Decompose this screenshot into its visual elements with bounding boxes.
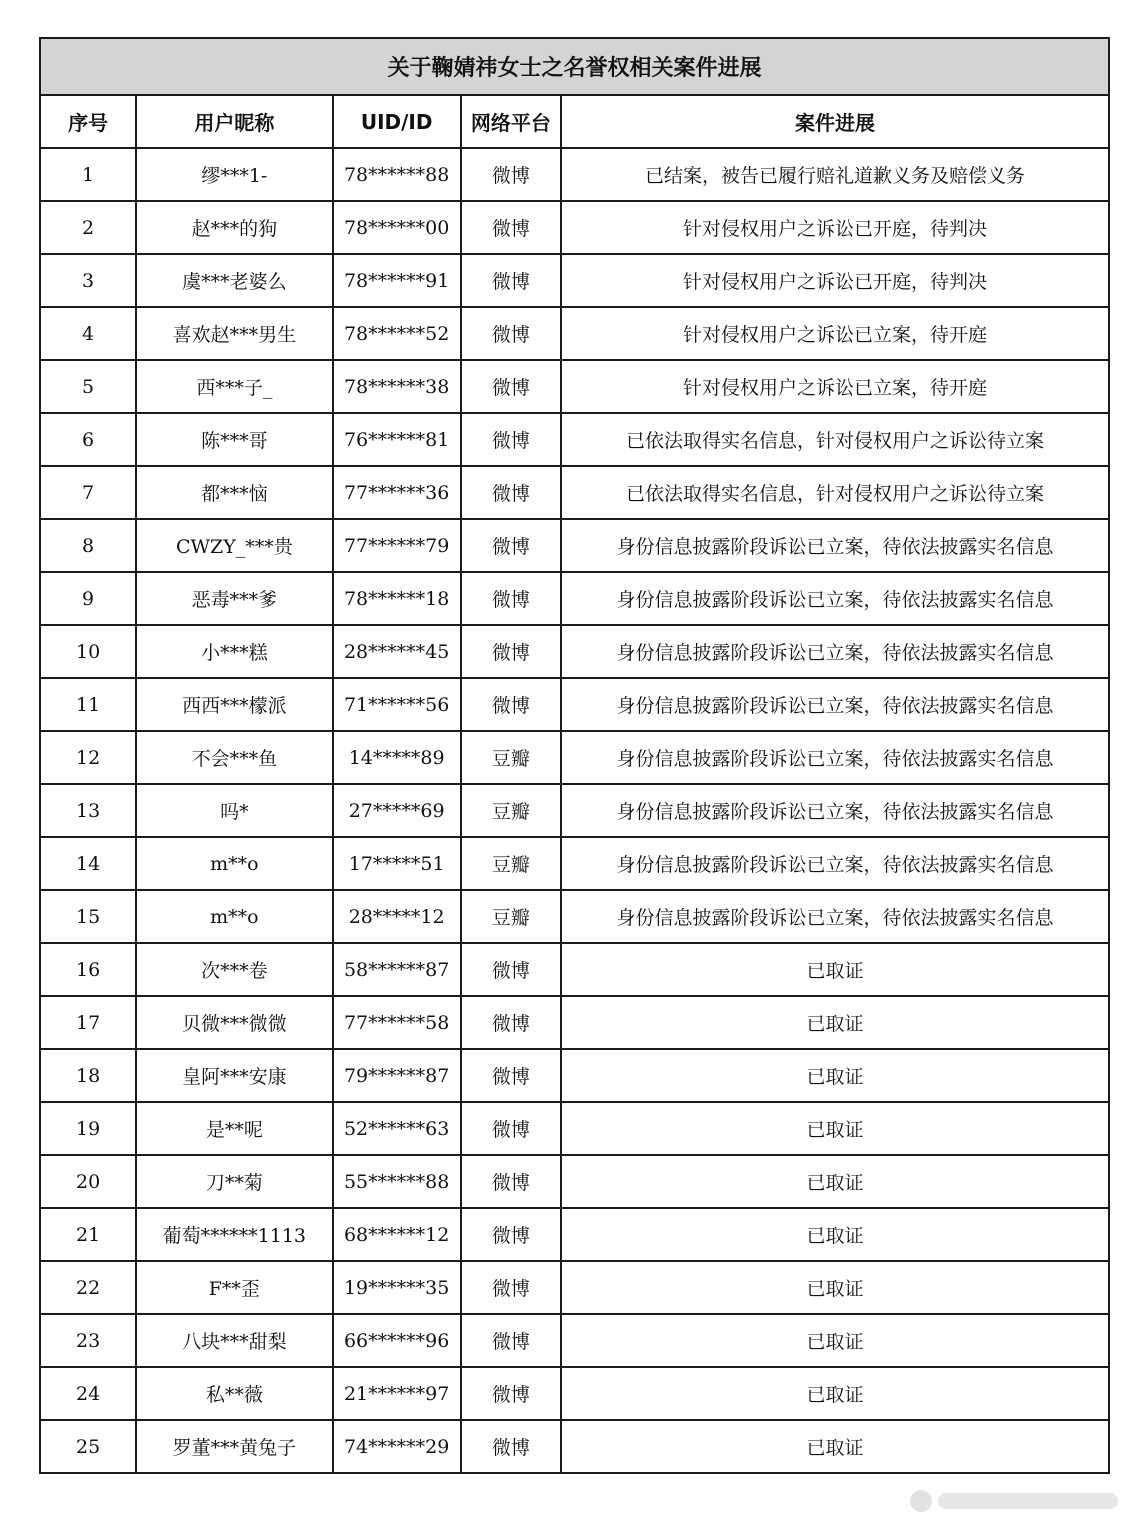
cell-nickname: 赵***的狗 bbox=[136, 201, 332, 254]
cell-progress: 已依法取得实名信息，针对侵权用户之诉讼待立案 bbox=[561, 466, 1109, 519]
cell-uid: 19******35 bbox=[333, 1261, 461, 1314]
cell-progress: 已取证 bbox=[561, 1155, 1109, 1208]
header-row bbox=[40, 95, 1109, 148]
cell-platform: 微博 bbox=[461, 148, 561, 201]
cell-seq: 5 bbox=[40, 360, 136, 413]
table-row bbox=[40, 1261, 1109, 1314]
cell-progress: 已取证 bbox=[561, 996, 1109, 1049]
cell-uid: 14*****89 bbox=[333, 731, 461, 784]
cell-seq: 4 bbox=[40, 307, 136, 360]
cell-uid: 58******87 bbox=[333, 943, 461, 996]
cell-uid: 78******91 bbox=[333, 254, 461, 307]
cell-seq: 1 bbox=[40, 148, 136, 201]
table-row bbox=[40, 1208, 1109, 1261]
cell-progress: 针对侵权用户之诉讼已开庭，待判决 bbox=[561, 201, 1109, 254]
table-row bbox=[40, 360, 1109, 413]
cell-uid: 74******29 bbox=[333, 1420, 461, 1473]
cell-nickname: 不会***鱼 bbox=[136, 731, 332, 784]
cell-platform: 微博 bbox=[461, 1208, 561, 1261]
cell-nickname: 陈***哥 bbox=[136, 413, 332, 466]
cell-nickname: 八块***甜梨 bbox=[136, 1314, 332, 1367]
cell-progress: 已取证 bbox=[561, 1208, 1109, 1261]
case-progress-table bbox=[39, 37, 1110, 1474]
cell-seq: 10 bbox=[40, 625, 136, 678]
cell-platform: 微博 bbox=[461, 1420, 561, 1473]
cell-seq: 13 bbox=[40, 784, 136, 837]
cell-uid: 78******38 bbox=[333, 360, 461, 413]
table-body bbox=[40, 148, 1109, 1473]
cell-uid: 77******36 bbox=[333, 466, 461, 519]
cell-uid: 66******96 bbox=[333, 1314, 461, 1367]
table-row bbox=[40, 731, 1109, 784]
table-row bbox=[40, 307, 1109, 360]
cell-platform: 微博 bbox=[461, 1102, 561, 1155]
cell-platform: 微博 bbox=[461, 201, 561, 254]
cell-uid: 27*****69 bbox=[333, 784, 461, 837]
cell-progress: 已取证 bbox=[561, 1049, 1109, 1102]
cell-uid: 78******88 bbox=[333, 148, 461, 201]
cell-uid: 79******87 bbox=[333, 1049, 461, 1102]
cell-seq: 11 bbox=[40, 678, 136, 731]
cell-progress: 已取证 bbox=[561, 1102, 1109, 1155]
cell-platform: 微博 bbox=[461, 996, 561, 1049]
cell-seq: 14 bbox=[40, 837, 136, 890]
cell-progress: 已取证 bbox=[561, 1420, 1109, 1473]
table-title-row bbox=[40, 38, 1109, 95]
cell-nickname: 缪***1- bbox=[136, 148, 332, 201]
table-row bbox=[40, 148, 1109, 201]
cell-nickname: 葡萄******1113 bbox=[136, 1208, 332, 1261]
table-row bbox=[40, 678, 1109, 731]
table-row bbox=[40, 201, 1109, 254]
cell-platform: 微博 bbox=[461, 625, 561, 678]
cell-nickname: 西***子_ bbox=[136, 360, 332, 413]
cell-uid: 78******18 bbox=[333, 572, 461, 625]
cell-nickname: 虞***老婆么 bbox=[136, 254, 332, 307]
table-row bbox=[40, 1049, 1109, 1102]
cell-platform: 豆瓣 bbox=[461, 890, 561, 943]
cell-progress: 身份信息披露阶段诉讼已立案，待依法披露实名信息 bbox=[561, 890, 1109, 943]
cell-platform: 豆瓣 bbox=[461, 731, 561, 784]
cell-uid: 55******88 bbox=[333, 1155, 461, 1208]
cell-uid: 21******97 bbox=[333, 1367, 461, 1420]
cell-nickname: 罗董***黄兔子 bbox=[136, 1420, 332, 1473]
table-row bbox=[40, 1367, 1109, 1420]
cell-seq: 16 bbox=[40, 943, 136, 996]
cell-platform: 微博 bbox=[461, 678, 561, 731]
cell-progress: 身份信息披露阶段诉讼已立案，待依法披露实名信息 bbox=[561, 625, 1109, 678]
cell-nickname: m**o bbox=[136, 837, 332, 890]
cell-progress: 已取证 bbox=[561, 943, 1109, 996]
cell-platform: 微博 bbox=[461, 360, 561, 413]
cell-seq: 9 bbox=[40, 572, 136, 625]
cell-seq: 17 bbox=[40, 996, 136, 1049]
cell-platform: 微博 bbox=[461, 572, 561, 625]
cell-nickname: 喜欢赵***男生 bbox=[136, 307, 332, 360]
cell-seq: 23 bbox=[40, 1314, 136, 1367]
cell-seq: 20 bbox=[40, 1155, 136, 1208]
header-nickname: 用户昵称 bbox=[136, 95, 332, 148]
cell-uid: 17*****51 bbox=[333, 837, 461, 890]
cell-seq: 7 bbox=[40, 466, 136, 519]
cell-nickname: 私**薇 bbox=[136, 1367, 332, 1420]
watermark-bar bbox=[938, 1493, 1118, 1509]
table-row bbox=[40, 1155, 1109, 1208]
cell-nickname: 次***卷 bbox=[136, 943, 332, 996]
cell-progress: 身份信息披露阶段诉讼已立案，待依法披露实名信息 bbox=[561, 519, 1109, 572]
cell-progress: 针对侵权用户之诉讼已立案，待开庭 bbox=[561, 360, 1109, 413]
cell-progress: 身份信息披露阶段诉讼已立案，待依法披露实名信息 bbox=[561, 784, 1109, 837]
cell-nickname: 是**呢 bbox=[136, 1102, 332, 1155]
cell-platform: 豆瓣 bbox=[461, 784, 561, 837]
cell-seq: 6 bbox=[40, 413, 136, 466]
cell-nickname: 恶毒***爹 bbox=[136, 572, 332, 625]
cell-seq: 22 bbox=[40, 1261, 136, 1314]
table-row bbox=[40, 943, 1109, 996]
cell-progress: 针对侵权用户之诉讼已开庭，待判决 bbox=[561, 254, 1109, 307]
table-row bbox=[40, 572, 1109, 625]
table-row bbox=[40, 837, 1109, 890]
cell-nickname: F**歪 bbox=[136, 1261, 332, 1314]
table-row bbox=[40, 519, 1109, 572]
cell-progress: 身份信息披露阶段诉讼已立案，待依法披露实名信息 bbox=[561, 731, 1109, 784]
cell-uid: 78******52 bbox=[333, 307, 461, 360]
cell-seq: 8 bbox=[40, 519, 136, 572]
table-title: 关于鞠婧祎女士之名誉权相关案件进展 bbox=[40, 38, 1109, 95]
cell-platform: 微博 bbox=[461, 1155, 561, 1208]
cell-uid: 28******45 bbox=[333, 625, 461, 678]
table-row bbox=[40, 890, 1109, 943]
cell-uid: 78******00 bbox=[333, 201, 461, 254]
table-row bbox=[40, 254, 1109, 307]
cell-nickname: 吗* bbox=[136, 784, 332, 837]
cell-nickname: 贝微***微微 bbox=[136, 996, 332, 1049]
table-row bbox=[40, 625, 1109, 678]
cell-platform: 微博 bbox=[461, 943, 561, 996]
cell-platform: 微博 bbox=[461, 519, 561, 572]
table-row bbox=[40, 784, 1109, 837]
cell-platform: 微博 bbox=[461, 1314, 561, 1367]
table-row bbox=[40, 996, 1109, 1049]
table-row bbox=[40, 1420, 1109, 1473]
cell-progress: 针对侵权用户之诉讼已立案，待开庭 bbox=[561, 307, 1109, 360]
cell-nickname: 小***糕 bbox=[136, 625, 332, 678]
cell-seq: 15 bbox=[40, 890, 136, 943]
cell-platform: 豆瓣 bbox=[461, 837, 561, 890]
cell-seq: 21 bbox=[40, 1208, 136, 1261]
table-row bbox=[40, 413, 1109, 466]
cell-progress: 身份信息披露阶段诉讼已立案，待依法披露实名信息 bbox=[561, 837, 1109, 890]
cell-uid: 28*****12 bbox=[333, 890, 461, 943]
cell-nickname: 刀**菊 bbox=[136, 1155, 332, 1208]
table-row bbox=[40, 1314, 1109, 1367]
cell-progress: 已取证 bbox=[561, 1314, 1109, 1367]
table-row bbox=[40, 466, 1109, 519]
cell-uid: 52******63 bbox=[333, 1102, 461, 1155]
cell-seq: 12 bbox=[40, 731, 136, 784]
cell-seq: 19 bbox=[40, 1102, 136, 1155]
table-row bbox=[40, 1102, 1109, 1155]
cell-seq: 18 bbox=[40, 1049, 136, 1102]
header-seq: 序号 bbox=[40, 95, 136, 148]
cell-nickname: m**o bbox=[136, 890, 332, 943]
cell-nickname: 都***恼 bbox=[136, 466, 332, 519]
cell-platform: 微博 bbox=[461, 1367, 561, 1420]
header-uid: UID/ID bbox=[333, 95, 461, 148]
cell-progress: 已取证 bbox=[561, 1367, 1109, 1420]
cell-platform: 微博 bbox=[461, 1261, 561, 1314]
cell-nickname: CWZY_***贵 bbox=[136, 519, 332, 572]
cell-platform: 微博 bbox=[461, 254, 561, 307]
cell-platform: 微博 bbox=[461, 307, 561, 360]
watermark bbox=[898, 1486, 1118, 1516]
cell-uid: 76******81 bbox=[333, 413, 461, 466]
cell-uid: 71******56 bbox=[333, 678, 461, 731]
cell-progress: 已依法取得实名信息，针对侵权用户之诉讼待立案 bbox=[561, 413, 1109, 466]
cell-uid: 68******12 bbox=[333, 1208, 461, 1261]
header-progress: 案件进展 bbox=[561, 95, 1109, 148]
cell-seq: 25 bbox=[40, 1420, 136, 1473]
watermark-logo-icon bbox=[910, 1490, 932, 1512]
header-platform: 网络平台 bbox=[461, 95, 561, 148]
cell-progress: 身份信息披露阶段诉讼已立案，待依法披露实名信息 bbox=[561, 678, 1109, 731]
cell-nickname: 皇阿***安康 bbox=[136, 1049, 332, 1102]
cell-seq: 2 bbox=[40, 201, 136, 254]
cell-uid: 77******79 bbox=[333, 519, 461, 572]
cell-seq: 3 bbox=[40, 254, 136, 307]
cell-platform: 微博 bbox=[461, 1049, 561, 1102]
cell-nickname: 西西***檬派 bbox=[136, 678, 332, 731]
cell-platform: 微博 bbox=[461, 466, 561, 519]
cell-progress: 已取证 bbox=[561, 1261, 1109, 1314]
cell-progress: 身份信息披露阶段诉讼已立案，待依法披露实名信息 bbox=[561, 572, 1109, 625]
cell-uid: 77******58 bbox=[333, 996, 461, 1049]
cell-seq: 24 bbox=[40, 1367, 136, 1420]
cell-platform: 微博 bbox=[461, 413, 561, 466]
cell-progress: 已结案，被告已履行赔礼道歉义务及赔偿义务 bbox=[561, 148, 1109, 201]
